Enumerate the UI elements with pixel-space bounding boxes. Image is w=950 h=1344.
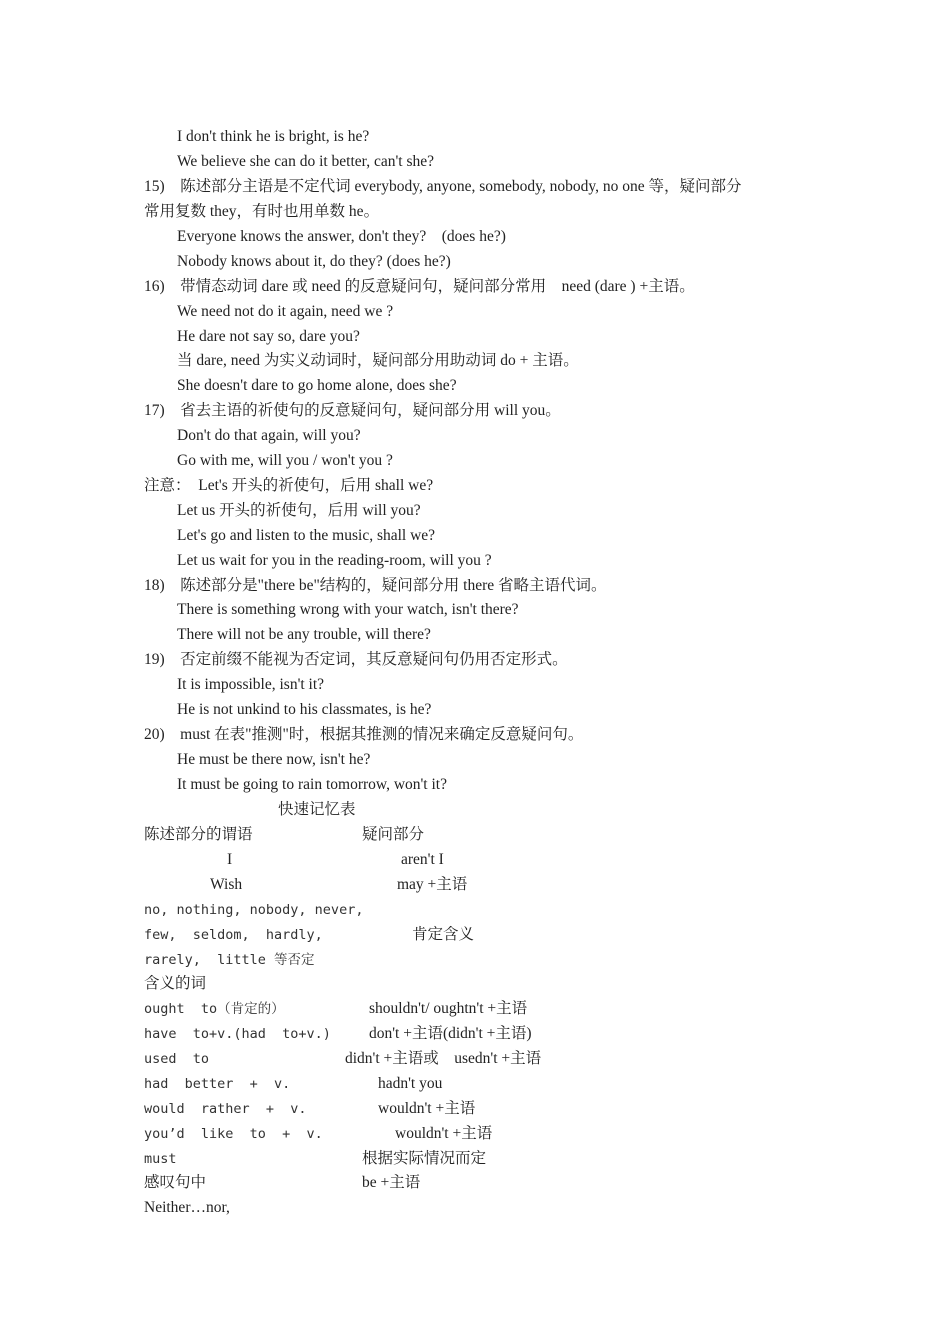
rule-line: 18) 陈述部分是"there be"结构的，疑问部分用 there 省略主语代词。 [144,577,607,594]
example-line: Nobody knows about it, do they? (does he?) [177,253,451,270]
table-cell-question: be +主语 [362,1174,421,1191]
table-cell-statement: no, nothing, nobody, never, [144,902,364,918]
example-line: He is not unkind to his classmates, is he? [177,701,432,718]
example-line: There is something wrong with your watch, isn't there? [177,601,519,618]
table-cell-statement: 含义的词 [144,975,207,992]
example-line: I don't think he is bright, is he? [177,128,370,145]
table-cell-question: wouldn't +主语 [378,1100,476,1117]
example-line: Go with me, will you / won't you ? [177,452,393,469]
table-cell-statement: rarely, little 等否定 [144,952,315,968]
table-cell-question: wouldn't +主语 [395,1125,493,1142]
table-cell-question: shouldn't/ oughtn't +主语 [369,1000,528,1017]
note-line: Let us 开头的祈使句，后用 will you? [177,502,421,519]
table-cell-statement: had better + v. [144,1076,291,1092]
example-line: Let us wait for you in the reading-room, will you ? [177,552,492,569]
table-cell-question: didn't +主语或 usedn't +主语 [345,1050,542,1067]
table-cell-statement: Wish [210,876,243,893]
example-line: We need not do it again, need we ? [177,303,394,320]
table-cell-statement: have to+v.(had to+v.) [144,1026,331,1042]
table-cell-statement: would rather + v. [144,1101,307,1117]
example-line: It must be going to rain tomorrow, won't it? [177,776,447,793]
table-header-question: 疑问部分 [362,826,425,843]
table-cell-statement: you’d like to + v. [144,1126,323,1142]
table-cell-question: may +主语 [397,876,468,893]
example-line: He must be there now, isn't he? [177,751,371,768]
rule-line: 20) must 在表"推测"时，根据其推测的情况来确定反意疑问句。 [144,726,584,743]
rule-line: 常用复数 they，有时也用单数 he。 [144,203,380,220]
table-cell-statement: few, seldom, hardly, [144,927,323,943]
example-line: She doesn't dare to go home alone, does she? [177,377,457,394]
example-line: Everyone knows the answer, don't they? (does he?) [177,228,506,245]
table-cell-question: 根据实际情况而定 [362,1150,487,1167]
example-line: Don't do that again, will you? [177,427,361,444]
table-cell-question: hadn't you [378,1075,443,1092]
example-line: It is impossible, isn't it? [177,676,325,693]
note-line: 当 dare, need 为实义动词时，疑问部分用助动词 do + 主语。 [177,352,579,369]
table-cell-statement: used to [144,1051,210,1067]
table-cell-statement: Neither…nor, [144,1199,230,1216]
example-line: He dare not say so, dare you? [177,328,360,345]
table-cell-statement: 感叹句中 [144,1174,207,1191]
example-line: Let's go and listen to the music, shall we? [177,527,436,544]
table-header-statement: 陈述部分的谓语 [144,826,253,843]
rule-line: 17) 省去主语的祈使句的反意疑问句，疑问部分用 will you。 [144,402,561,419]
table-cell-statement: must [144,1151,177,1167]
note-line: 注意： Let's 开头的祈使句，后用 shall we? [144,477,434,494]
table-cell-question: don't +主语(didn't +主语) [369,1025,532,1042]
table-cell-question: aren't I [401,851,444,868]
table-cell-question: 肯定含义 [412,926,475,943]
example-line: There will not be any trouble, will there? [177,626,431,643]
table-cell-statement: ought to（肯定的） [144,1001,285,1017]
rule-line: 15) 陈述部分主语是不定代词 everybody, anyone, somebody, nobody, no one 等，疑问部分 [144,178,742,195]
example-line: We believe she can do it better, can't she? [177,153,434,170]
rule-line: 16) 带情态动词 dare 或 need 的反意疑问句，疑问部分常用 need (dare ) +主语。 [144,278,695,295]
table-cell-statement: I [227,851,233,868]
table-title: 快速记忆表 [278,801,356,818]
rule-line: 19) 否定前缀不能视为否定词，其反意疑问句仍用否定形式。 [144,651,568,668]
